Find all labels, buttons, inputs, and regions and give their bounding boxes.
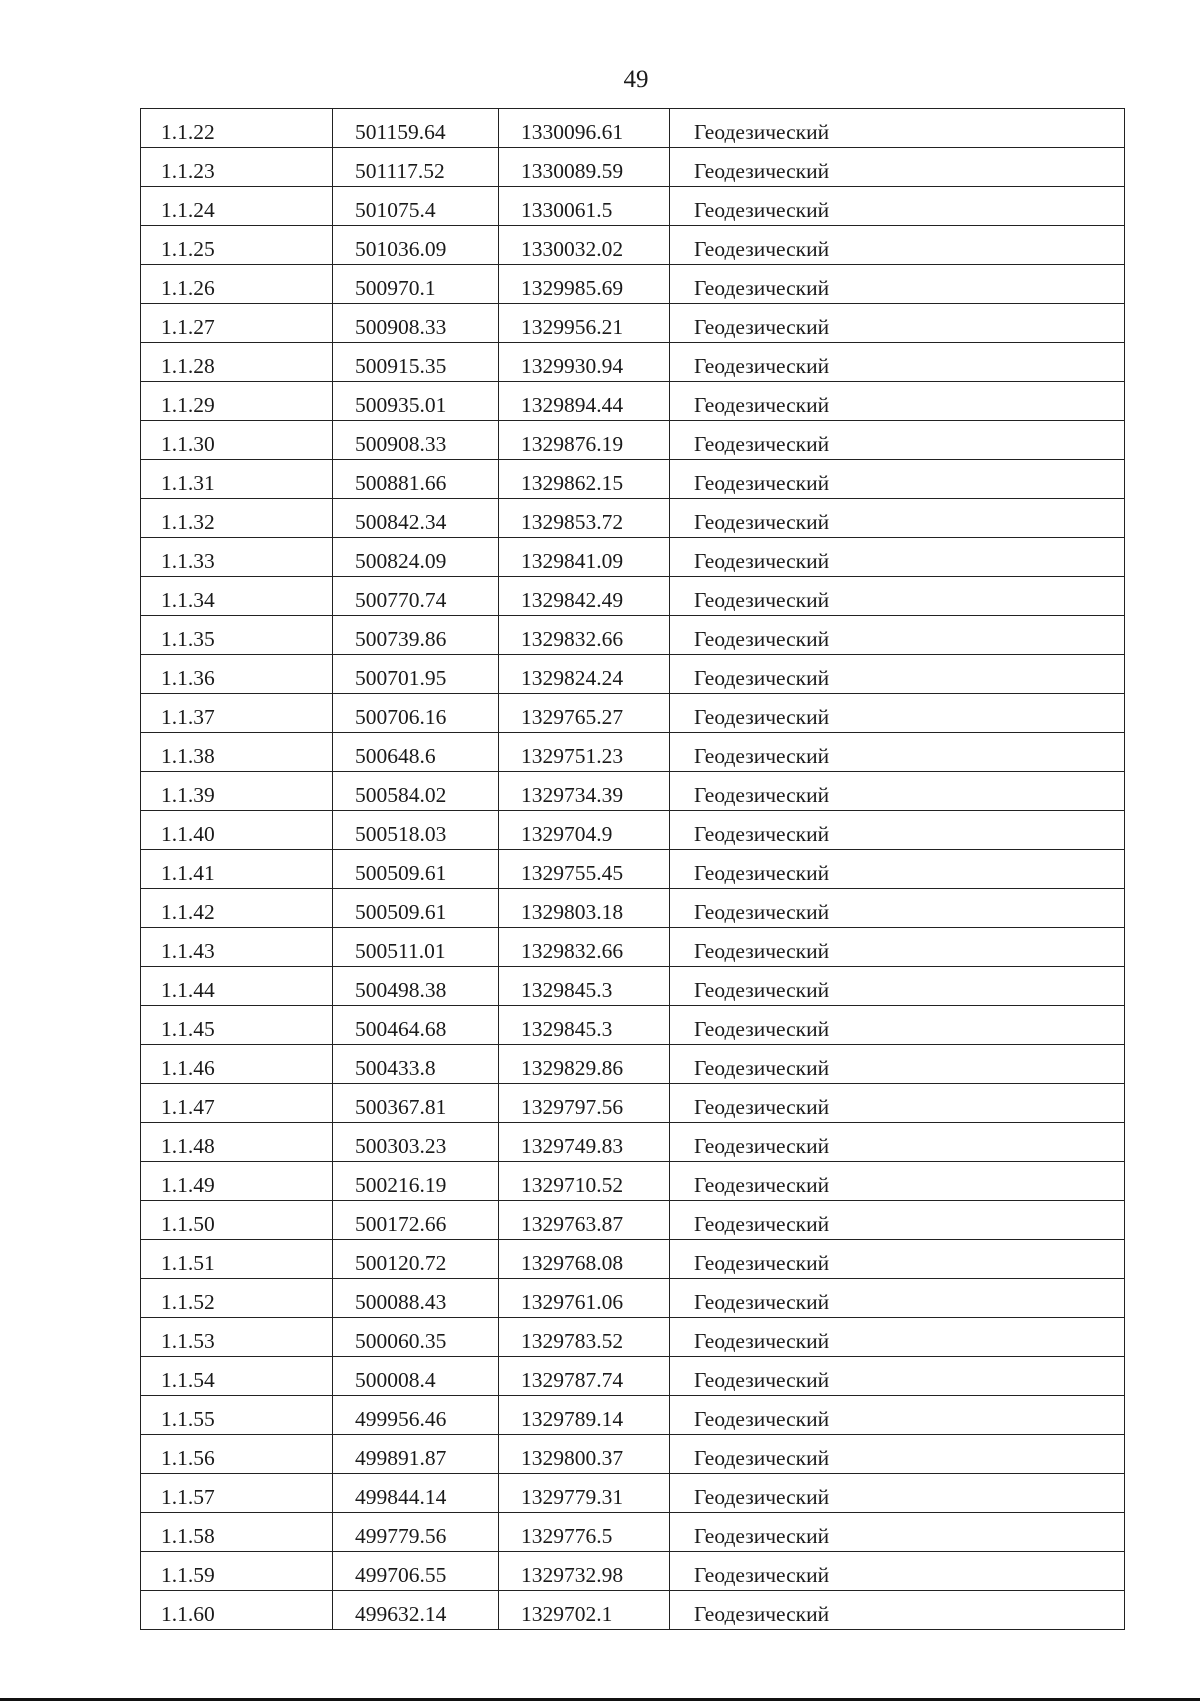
x-coordinate-cell: 500216.19 — [333, 1162, 499, 1201]
point-number-cell: 1.1.25 — [141, 226, 333, 265]
method-cell: Геодезический — [670, 1279, 1125, 1318]
x-coordinate-cell: 500842.34 — [333, 499, 499, 538]
point-number-cell: 1.1.46 — [141, 1045, 333, 1084]
table-row — [141, 460, 1125, 499]
y-coordinate-cell: 1330096.61 — [499, 109, 670, 148]
point-number-cell: 1.1.48 — [141, 1123, 333, 1162]
table-row — [141, 694, 1125, 733]
y-coordinate-cell: 1329956.21 — [499, 304, 670, 343]
x-coordinate-cell: 500433.8 — [333, 1045, 499, 1084]
x-coordinate-cell: 500970.1 — [333, 265, 499, 304]
y-coordinate-cell: 1329710.52 — [499, 1162, 670, 1201]
x-coordinate-cell: 500464.68 — [333, 1006, 499, 1045]
point-number-cell: 1.1.31 — [141, 460, 333, 499]
y-coordinate-cell: 1329862.15 — [499, 460, 670, 499]
x-coordinate-cell: 500088.43 — [333, 1279, 499, 1318]
x-coordinate-cell: 500706.16 — [333, 694, 499, 733]
x-coordinate-cell: 500739.86 — [333, 616, 499, 655]
table-row — [141, 655, 1125, 694]
table-row — [141, 850, 1125, 889]
y-coordinate-cell: 1329755.45 — [499, 850, 670, 889]
y-coordinate-cell: 1330089.59 — [499, 148, 670, 187]
table-row — [141, 382, 1125, 421]
x-coordinate-cell: 500908.33 — [333, 304, 499, 343]
y-coordinate-cell: 1329734.39 — [499, 772, 670, 811]
table-row — [141, 967, 1125, 1006]
x-coordinate-cell: 500908.33 — [333, 421, 499, 460]
method-cell: Геодезический — [670, 1435, 1125, 1474]
method-cell: Геодезический — [670, 1552, 1125, 1591]
y-coordinate-cell: 1329779.31 — [499, 1474, 670, 1513]
table-row — [141, 1084, 1125, 1123]
method-cell: Геодезический — [670, 655, 1125, 694]
table-row — [141, 1045, 1125, 1084]
point-number-cell: 1.1.60 — [141, 1591, 333, 1630]
method-cell: Геодезический — [670, 1513, 1125, 1552]
y-coordinate-cell: 1329768.08 — [499, 1240, 670, 1279]
method-cell: Геодезический — [670, 1474, 1125, 1513]
y-coordinate-cell: 1329800.37 — [499, 1435, 670, 1474]
x-coordinate-cell: 499779.56 — [333, 1513, 499, 1552]
method-cell: Геодезический — [670, 109, 1125, 148]
point-number-cell: 1.1.52 — [141, 1279, 333, 1318]
y-coordinate-cell: 1329845.3 — [499, 1006, 670, 1045]
point-number-cell: 1.1.33 — [141, 538, 333, 577]
point-number-cell: 1.1.40 — [141, 811, 333, 850]
coordinates-table — [140, 108, 1125, 1630]
table-row — [141, 1318, 1125, 1357]
x-coordinate-cell: 499956.46 — [333, 1396, 499, 1435]
y-coordinate-cell: 1329765.27 — [499, 694, 670, 733]
y-coordinate-cell: 1329930.94 — [499, 343, 670, 382]
method-cell: Геодезический — [670, 889, 1125, 928]
point-number-cell: 1.1.35 — [141, 616, 333, 655]
coordinates-table-body — [141, 109, 1125, 1630]
point-number-cell: 1.1.34 — [141, 577, 333, 616]
x-coordinate-cell: 500172.66 — [333, 1201, 499, 1240]
point-number-cell: 1.1.56 — [141, 1435, 333, 1474]
x-coordinate-cell: 500120.72 — [333, 1240, 499, 1279]
x-coordinate-cell: 499632.14 — [333, 1591, 499, 1630]
method-cell: Геодезический — [670, 1006, 1125, 1045]
y-coordinate-cell: 1329841.09 — [499, 538, 670, 577]
table-row — [141, 538, 1125, 577]
x-coordinate-cell: 500060.35 — [333, 1318, 499, 1357]
table-row — [141, 1357, 1125, 1396]
table-row — [141, 1474, 1125, 1513]
method-cell: Геодезический — [670, 1240, 1125, 1279]
method-cell: Геодезический — [670, 265, 1125, 304]
point-number-cell: 1.1.47 — [141, 1084, 333, 1123]
y-coordinate-cell: 1329894.44 — [499, 382, 670, 421]
method-cell: Геодезический — [670, 1045, 1125, 1084]
x-coordinate-cell: 501075.4 — [333, 187, 499, 226]
method-cell: Геодезический — [670, 226, 1125, 265]
x-coordinate-cell: 501159.64 — [333, 109, 499, 148]
method-cell: Геодезический — [670, 382, 1125, 421]
table-row — [141, 1396, 1125, 1435]
table-row — [141, 811, 1125, 850]
table-row — [141, 1123, 1125, 1162]
x-coordinate-cell: 499706.55 — [333, 1552, 499, 1591]
y-coordinate-cell: 1330032.02 — [499, 226, 670, 265]
table-row — [141, 1591, 1125, 1630]
table-row — [141, 148, 1125, 187]
y-coordinate-cell: 1329803.18 — [499, 889, 670, 928]
table-row — [141, 304, 1125, 343]
method-cell: Геодезический — [670, 1201, 1125, 1240]
method-cell: Геодезический — [670, 148, 1125, 187]
point-number-cell: 1.1.39 — [141, 772, 333, 811]
x-coordinate-cell: 500648.6 — [333, 733, 499, 772]
y-coordinate-cell: 1329787.74 — [499, 1357, 670, 1396]
table-row — [141, 1552, 1125, 1591]
x-coordinate-cell: 501117.52 — [333, 148, 499, 187]
y-coordinate-cell: 1329749.83 — [499, 1123, 670, 1162]
x-coordinate-cell: 499844.14 — [333, 1474, 499, 1513]
method-cell: Геодезический — [670, 577, 1125, 616]
point-number-cell: 1.1.43 — [141, 928, 333, 967]
table-row — [141, 889, 1125, 928]
method-cell: Геодезический — [670, 928, 1125, 967]
point-number-cell: 1.1.54 — [141, 1357, 333, 1396]
table-row — [141, 109, 1125, 148]
method-cell: Геодезический — [670, 1123, 1125, 1162]
table-row — [141, 1435, 1125, 1474]
point-number-cell: 1.1.42 — [141, 889, 333, 928]
y-coordinate-cell: 1329763.87 — [499, 1201, 670, 1240]
method-cell: Геодезический — [670, 343, 1125, 382]
table-row — [141, 421, 1125, 460]
y-coordinate-cell: 1329985.69 — [499, 265, 670, 304]
table-row — [141, 1240, 1125, 1279]
x-coordinate-cell: 500511.01 — [333, 928, 499, 967]
x-coordinate-cell: 500303.23 — [333, 1123, 499, 1162]
x-coordinate-cell: 500498.38 — [333, 967, 499, 1006]
y-coordinate-cell: 1330061.5 — [499, 187, 670, 226]
point-number-cell: 1.1.24 — [141, 187, 333, 226]
y-coordinate-cell: 1329832.66 — [499, 928, 670, 967]
method-cell: Геодезический — [670, 850, 1125, 889]
x-coordinate-cell: 499891.87 — [333, 1435, 499, 1474]
table-row — [141, 616, 1125, 655]
y-coordinate-cell: 1329761.06 — [499, 1279, 670, 1318]
point-number-cell: 1.1.22 — [141, 109, 333, 148]
method-cell: Геодезический — [670, 460, 1125, 499]
point-number-cell: 1.1.26 — [141, 265, 333, 304]
point-number-cell: 1.1.28 — [141, 343, 333, 382]
y-coordinate-cell: 1329832.66 — [499, 616, 670, 655]
method-cell: Геодезический — [670, 187, 1125, 226]
table-row — [141, 1201, 1125, 1240]
point-number-cell: 1.1.51 — [141, 1240, 333, 1279]
method-cell: Геодезический — [670, 499, 1125, 538]
table-row — [141, 772, 1125, 811]
x-coordinate-cell: 500701.95 — [333, 655, 499, 694]
point-number-cell: 1.1.37 — [141, 694, 333, 733]
y-coordinate-cell: 1329853.72 — [499, 499, 670, 538]
table-row — [141, 265, 1125, 304]
table-row — [141, 1513, 1125, 1552]
table-row — [141, 226, 1125, 265]
method-cell: Геодезический — [670, 811, 1125, 850]
x-coordinate-cell: 500584.02 — [333, 772, 499, 811]
method-cell: Геодезический — [670, 1084, 1125, 1123]
table-row — [141, 1162, 1125, 1201]
method-cell: Геодезический — [670, 304, 1125, 343]
point-number-cell: 1.1.57 — [141, 1474, 333, 1513]
y-coordinate-cell: 1329842.49 — [499, 577, 670, 616]
point-number-cell: 1.1.58 — [141, 1513, 333, 1552]
method-cell: Геодезический — [670, 733, 1125, 772]
x-coordinate-cell: 500935.01 — [333, 382, 499, 421]
x-coordinate-cell: 500509.61 — [333, 889, 499, 928]
point-number-cell: 1.1.44 — [141, 967, 333, 1006]
y-coordinate-cell: 1329845.3 — [499, 967, 670, 1006]
point-number-cell: 1.1.53 — [141, 1318, 333, 1357]
x-coordinate-cell: 500915.35 — [333, 343, 499, 382]
table-row — [141, 343, 1125, 382]
y-coordinate-cell: 1329797.56 — [499, 1084, 670, 1123]
table-row — [141, 187, 1125, 226]
method-cell: Геодезический — [670, 1396, 1125, 1435]
table-row — [141, 1006, 1125, 1045]
y-coordinate-cell: 1329776.5 — [499, 1513, 670, 1552]
point-number-cell: 1.1.45 — [141, 1006, 333, 1045]
table-row — [141, 1279, 1125, 1318]
point-number-cell: 1.1.38 — [141, 733, 333, 772]
y-coordinate-cell: 1329783.52 — [499, 1318, 670, 1357]
point-number-cell: 1.1.29 — [141, 382, 333, 421]
x-coordinate-cell: 500770.74 — [333, 577, 499, 616]
point-number-cell: 1.1.49 — [141, 1162, 333, 1201]
table-row — [141, 577, 1125, 616]
method-cell: Геодезический — [670, 1318, 1125, 1357]
point-number-cell: 1.1.27 — [141, 304, 333, 343]
x-coordinate-cell: 500008.4 — [333, 1357, 499, 1396]
point-number-cell: 1.1.55 — [141, 1396, 333, 1435]
y-coordinate-cell: 1329704.9 — [499, 811, 670, 850]
y-coordinate-cell: 1329751.23 — [499, 733, 670, 772]
y-coordinate-cell: 1329824.24 — [499, 655, 670, 694]
table-row — [141, 733, 1125, 772]
y-coordinate-cell: 1329876.19 — [499, 421, 670, 460]
method-cell: Геодезический — [670, 694, 1125, 733]
x-coordinate-cell: 500824.09 — [333, 538, 499, 577]
x-coordinate-cell: 500367.81 — [333, 1084, 499, 1123]
point-number-cell: 1.1.59 — [141, 1552, 333, 1591]
x-coordinate-cell: 501036.09 — [333, 226, 499, 265]
point-number-cell: 1.1.41 — [141, 850, 333, 889]
table-row — [141, 499, 1125, 538]
y-coordinate-cell: 1329732.98 — [499, 1552, 670, 1591]
x-coordinate-cell: 500518.03 — [333, 811, 499, 850]
method-cell: Геодезический — [670, 1357, 1125, 1396]
method-cell: Геодезический — [670, 1162, 1125, 1201]
y-coordinate-cell: 1329789.14 — [499, 1396, 670, 1435]
y-coordinate-cell: 1329702.1 — [499, 1591, 670, 1630]
method-cell: Геодезический — [670, 421, 1125, 460]
page-number: 49 — [623, 66, 649, 93]
point-number-cell: 1.1.50 — [141, 1201, 333, 1240]
point-number-cell: 1.1.30 — [141, 421, 333, 460]
point-number-cell: 1.1.36 — [141, 655, 333, 694]
method-cell: Геодезический — [670, 616, 1125, 655]
method-cell: Геодезический — [670, 1591, 1125, 1630]
point-number-cell: 1.1.23 — [141, 148, 333, 187]
method-cell: Геодезический — [670, 967, 1125, 1006]
point-number-cell: 1.1.32 — [141, 499, 333, 538]
x-coordinate-cell: 500881.66 — [333, 460, 499, 499]
method-cell: Геодезический — [670, 538, 1125, 577]
x-coordinate-cell: 500509.61 — [333, 850, 499, 889]
y-coordinate-cell: 1329829.86 — [499, 1045, 670, 1084]
table-row — [141, 928, 1125, 967]
method-cell: Геодезический — [670, 772, 1125, 811]
